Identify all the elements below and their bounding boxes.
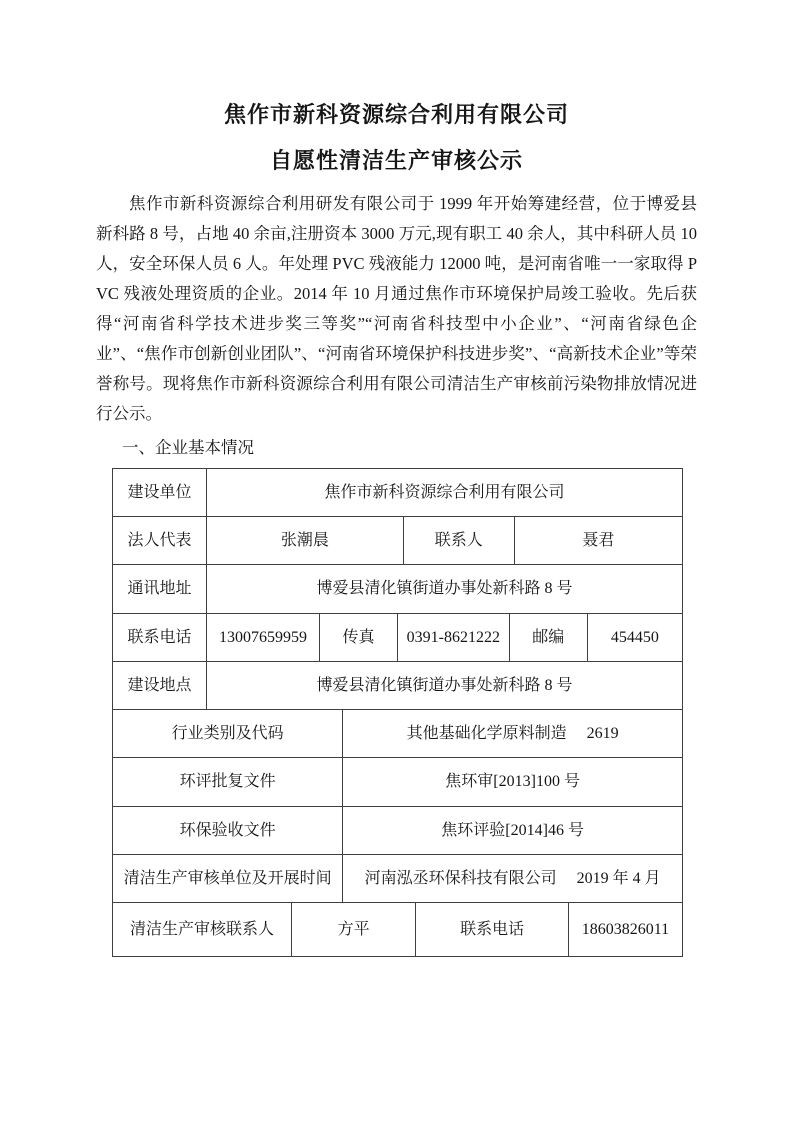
field-value-cell: 焦环评验[2014]46 号: [343, 807, 683, 855]
field-label-cell: 行业类别及代码: [113, 710, 343, 758]
table-row: [113, 614, 683, 662]
field-value-cell: 焦作市新科资源综合利用有限公司: [207, 469, 683, 517]
field-value-cell: 聂君: [515, 517, 683, 565]
field-value-cell: 张潮晨: [207, 517, 404, 565]
table-row: [113, 710, 683, 758]
field-value-cell: 河南泓丞环保科技有限公司 2019 年 4 月: [343, 855, 683, 903]
document-title-line1: 焦作市新科资源综合利用有限公司: [223, 102, 569, 127]
document-title-line2: 自愿性清洁生产审核公示: [269, 148, 523, 173]
table-row: [113, 855, 683, 903]
field-value-cell: 18603826011: [569, 903, 683, 957]
field-value-cell: 焦环审[2013]100 号: [343, 758, 683, 807]
field-value-cell: 博爱县清化镇街道办事处新科路 8 号: [207, 565, 683, 614]
field-value-cell: 方平: [292, 903, 416, 957]
table-row: [113, 758, 683, 807]
intro-paragraph: 焦作市新科资源综合利用研发有限公司于 1999 年开始筹建经营，位于博爱县新科路 8 号，占地 40 余亩,注册资本 3000 万元,现有职工 40 余人，其中科研人员 10 人，安全环保人员 6 人。年处理 PVC 残液能力 12000 吨，是河南省唯一一家取得 PVC 残液处理资质的企业。2014 年 10 月通过焦作市环境保护局竣工验收。先后获得“河南省科学技术进步奖三等奖”“河南省科技型中小企业”、“河南省绿色企业”、“焦作市创新创业团队”、“河南省环境保护科技进步奖”、“高新技术企业”等荣誉称号。现将焦作市新科资源综合利用有限公司清洁生产审核前污染物排放情况进行公示。: [96, 194, 697, 423]
field-label-cell: 建设单位: [113, 469, 207, 517]
field-label-cell: 环评批复文件: [113, 758, 343, 807]
field-label-cell: 法人代表: [113, 517, 207, 565]
field-value-cell: 13007659959: [207, 614, 320, 662]
field-label-cell: 联系人: [404, 517, 515, 565]
field-value-cell: 博爱县清化镇街道办事处新科路 8 号: [207, 662, 683, 710]
section-heading-basic-info: 一、企业基本情况: [122, 438, 254, 457]
table-row: [113, 903, 683, 957]
field-value-cell: 其他基础化学原料制造 2619: [343, 710, 683, 758]
field-value-cell: 0391-8621222: [398, 614, 510, 662]
table-row: [113, 469, 683, 517]
field-label-cell: 邮编: [510, 614, 588, 662]
field-label-cell: 建设地点: [113, 662, 207, 710]
field-label-cell: 通讯地址: [113, 565, 207, 614]
field-value-cell: 454450: [588, 614, 683, 662]
table-row: [113, 565, 683, 614]
table-row: [113, 662, 683, 710]
field-label-cell: 传真: [320, 614, 398, 662]
field-label-cell: 环保验收文件: [113, 807, 343, 855]
table-row: [113, 517, 683, 565]
field-label-cell: 清洁生产审核联系人: [113, 903, 292, 957]
field-label-cell: 清洁生产审核单位及开展时间: [113, 855, 343, 903]
field-label-cell: 联系电话: [416, 903, 569, 957]
company-info-table: [112, 468, 683, 957]
field-label-cell: 联系电话: [113, 614, 207, 662]
table-row: [113, 807, 683, 855]
